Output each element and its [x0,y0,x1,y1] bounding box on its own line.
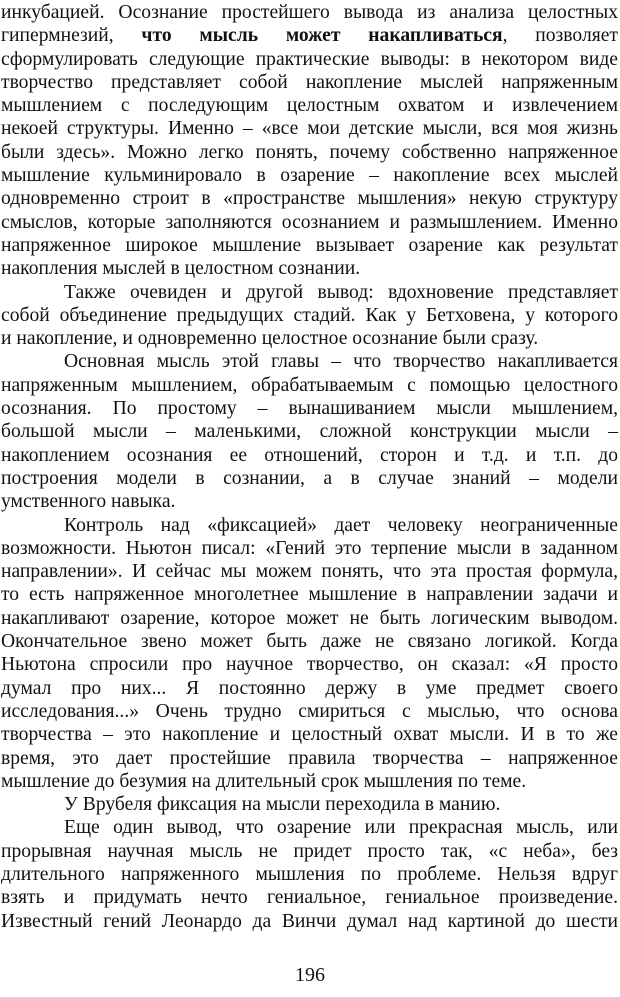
text-line: взять и придумать нечто гениальное, гениальное произведение. [1,887,618,909]
text-line: творчества – это накопление и целостный охват мысли. И в то же [1,724,618,746]
text-line: построения модели в сознании, а в случае знаний – модели [1,467,618,489]
paragraph [1,816,618,932]
text-line: Основная мысль этой главы – что творчество накапливается [64,351,618,373]
text-line: большой мысли – маленькими, сложной конструкции мысли – [1,421,618,443]
text-line: напряженным мышлением, обрабатываемым с помощью целостного [1,374,618,396]
text-line: Еще один вывод, что озарение или прекрасная мысль, или [64,817,618,839]
text-line: мышление кульминировало в озарение – накопление всех мыслей [1,165,618,187]
text-line: возможности. Ньютон писал: «Гений это терпение мысли в заданном [1,537,618,559]
text-line: и накопление, и одновременно целостное осознание были сразу. [1,328,539,350]
paragraph [1,514,618,794]
paragraph [1,281,618,351]
text-segment: , позволяет [502,25,618,47]
text-line [1,24,618,47]
text-line: одновременно строит в «пространстве мышления» некую структуру [1,188,618,210]
text-line: прорывная научная мысль не придет просто так, «с неба», без [1,840,618,862]
page-number: 196 [295,964,325,986]
text-line: думал про них... Я постоянно держу в уме предмет своего [1,677,618,699]
text-line: У Врубеля фиксация на мысли переходила в манию. [64,794,501,816]
text-line: мышление до безумия на длительный срок мышления по теме. [1,770,527,792]
text-line: Окончательное звено может быть даже не связано логикой. Когда [1,631,618,653]
text-line: накапливают озарение, которое может не быть логическим выводом. [1,607,618,629]
text-line: сформулировать следующие практические выводы: в некотором виде [1,48,618,70]
text-line: творчество представляет собой накопление мыслей напряженным [1,71,618,93]
paragraph [1,350,618,513]
text-line: мышлением с последующим целостным охватом и извлечением [1,95,618,117]
text-line: то есть напряженное многолетнее мышление в направлении задачи и [1,584,618,606]
text-line: длительного напряженного мышления по проблеме. Нельзя вдруг [1,863,618,885]
text-line: были здесь». Можно легко понять, почему собственно напряженное [1,141,618,163]
text-line: напряженное широкое мышление вызывает озарение как результат [1,234,618,256]
text-line: некоей структуры. Именно – «все мои детские мысли, вся моя жизнь [1,118,618,140]
paragraph [1,1,618,281]
text-line: смыслов, которые заполняются осознанием и размышлением. Именно [1,211,618,233]
text-line: Известный гений Леонардо да Винчи думал над картиной до шести [1,910,618,932]
text-line: время, это дает простейшие правила творчества – напряженное [1,747,618,769]
text-line: накопления мыслей в целостном сознании. [1,258,361,280]
text-line: осознания. По простому – вынашиванием мысли мышлением, [1,398,618,420]
text-line: Ньютона спросили про научное творчество, он сказал: «Я просто [1,654,618,676]
paragraph [1,793,618,816]
text-line: накоплением осознания ее отношений, сторон и т.д. и т.п. до [1,444,618,466]
text-line: исследования...» Очень трудно смириться с мыслью, что основа [1,700,618,722]
text-line: направлении». И сейчас мы можем понять, что эта простая формула, [1,561,618,583]
text-line: Контроль над «фиксацией» дает человеку неограниченные [64,514,618,536]
text-line: Также очевиден и другой вывод: вдохновение представляет [64,281,618,303]
text-line: умственного навыка. [1,491,176,513]
text-line: собой объединение предыдущих стадий. Как у Бетховена, у которого [1,304,618,326]
bold-phrase: что мысль может накапливаться [141,25,503,47]
text-segment: гипермнезий, [1,25,142,47]
body-text [1,1,618,933]
text-line: инкубацией. Осознание простейшего вывода из анализа целостных [1,2,618,23]
